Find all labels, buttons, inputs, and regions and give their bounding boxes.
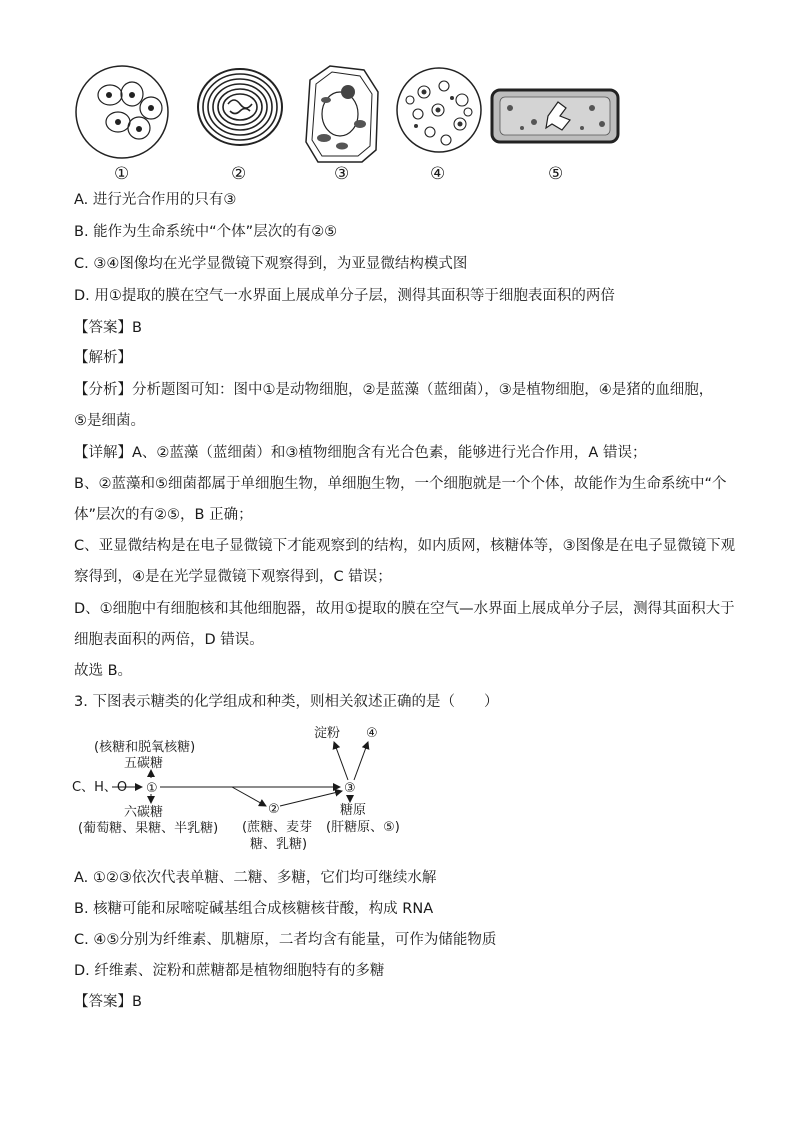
q2-detail-line: 细胞表面积的两倍，D 错误。 [74,632,264,648]
q2-option-b: B. 能作为生命系统中“个体”层次的有②⑤ [74,224,338,240]
q2-analysis-line: 【分析】分析题图可知：图中①是动物细胞，②是蓝藻（蓝细菌），③是植物细胞，④是猪的血细胞， [74,382,714,398]
cell-label-2: ② [231,164,247,184]
q2-option-d: D. 用①提取的膜在空气一水界面上展成单分子层，测得其面积等于细胞表面积的两倍 [74,288,615,304]
arrow [354,742,368,780]
q2-detail-line: D、①细胞中有细胞核和其他细胞器，故用①提取的膜在空气—水界面上展成单分子层，测得其面积大于 [74,601,735,617]
node-1: ① [146,781,158,796]
hexose-examples: (葡萄糖、果糖、半乳糖) [78,821,219,836]
glycogen-label: 糖原 [340,803,367,818]
cell-label-5: ⑤ [548,164,564,184]
arrow [334,742,348,780]
arrow [280,791,342,806]
cell-label-4: ④ [430,164,446,184]
q3-question: 3. 下图表示糖类的化学组成和种类，则相关叙述正确的是（ ） [74,694,499,710]
pentose-examples: (核糖和脱氧核糖) [94,740,196,755]
cell-label-3: ③ [334,164,350,184]
node-2: ② [268,802,280,817]
q2-analysis-heading: 【解析】 [74,350,132,366]
q2-detail-line: 【详解】A、②蓝藻（蓝细菌）和③植物细胞含有光合色素，能够进行光合作用，A 错误； [74,445,647,461]
q2-detail-line: C、亚显微结构是在电子显微镜下才能观察到的结构，如内质网，核糖体等，③图像是在电子显微镜下观 [74,538,736,554]
q2-detail-line: 察得到，④是在光学显微镜下观察得到，C 错误； [74,569,392,585]
animal-cells-image [76,66,168,158]
q3-answer: 【答案】B [74,994,142,1010]
q2-option-c: C. ③④图像均在光学显微镜下观察得到，为亚显微结构模式图 [74,256,468,272]
plant-cell-image [306,66,378,162]
cyanobacteria-image [198,69,282,145]
sugar-classification-diagram [66,718,486,858]
q3-option-b: B. 核糖可能和尿嘧啶碱基组合成核糖核苷酸，构成 RNA [74,901,434,917]
pentose-label: 五碳糖 [124,756,164,771]
hexose-label: 六碳糖 [124,805,164,820]
disaccharide-examples: 糖、乳糖) [250,837,308,852]
q2-analysis-line: ⑤是细菌。 [74,413,145,429]
cell-figure [72,62,632,187]
q3-option-d: D. 纤维素、淀粉和蔗糖都是植物细胞特有的多糖 [74,963,385,979]
arrow [232,787,266,806]
disaccharide-examples: (蔗糖、麦芽 [242,820,313,835]
elements-label: C、H、O [72,780,128,795]
glycogen-examples: (肝糖原、⑤) [326,820,400,835]
node-3: ③ [344,781,356,796]
q3-option-c: C. ④⑤分别为纤维素、肌糖原，二者均含有能量，可作为储能物质 [74,932,497,948]
q3-option-a: A. ①②③依次代表单糖、二糖、多糖，它们均可继续水解 [74,870,437,886]
cell-label-1: ① [114,164,130,184]
bacterium-image [492,90,618,142]
q2-answer: 【答案】B [74,320,142,336]
starch-label: 淀粉 [314,726,341,741]
blood-cells-image [397,68,481,152]
q2-option-a: A. 进行光合作用的只有③ [74,192,237,208]
q2-conclusion: 故选 B。 [74,663,133,679]
node-4: ④ [366,726,378,741]
q2-detail-line: B、②蓝藻和⑤细菌都属于单细胞生物，单细胞生物，一个细胞就是一个个体，故能作为生命系统中“个 [74,476,727,492]
q2-detail-line: 体”层次的有②⑤，B 正确； [74,507,253,523]
